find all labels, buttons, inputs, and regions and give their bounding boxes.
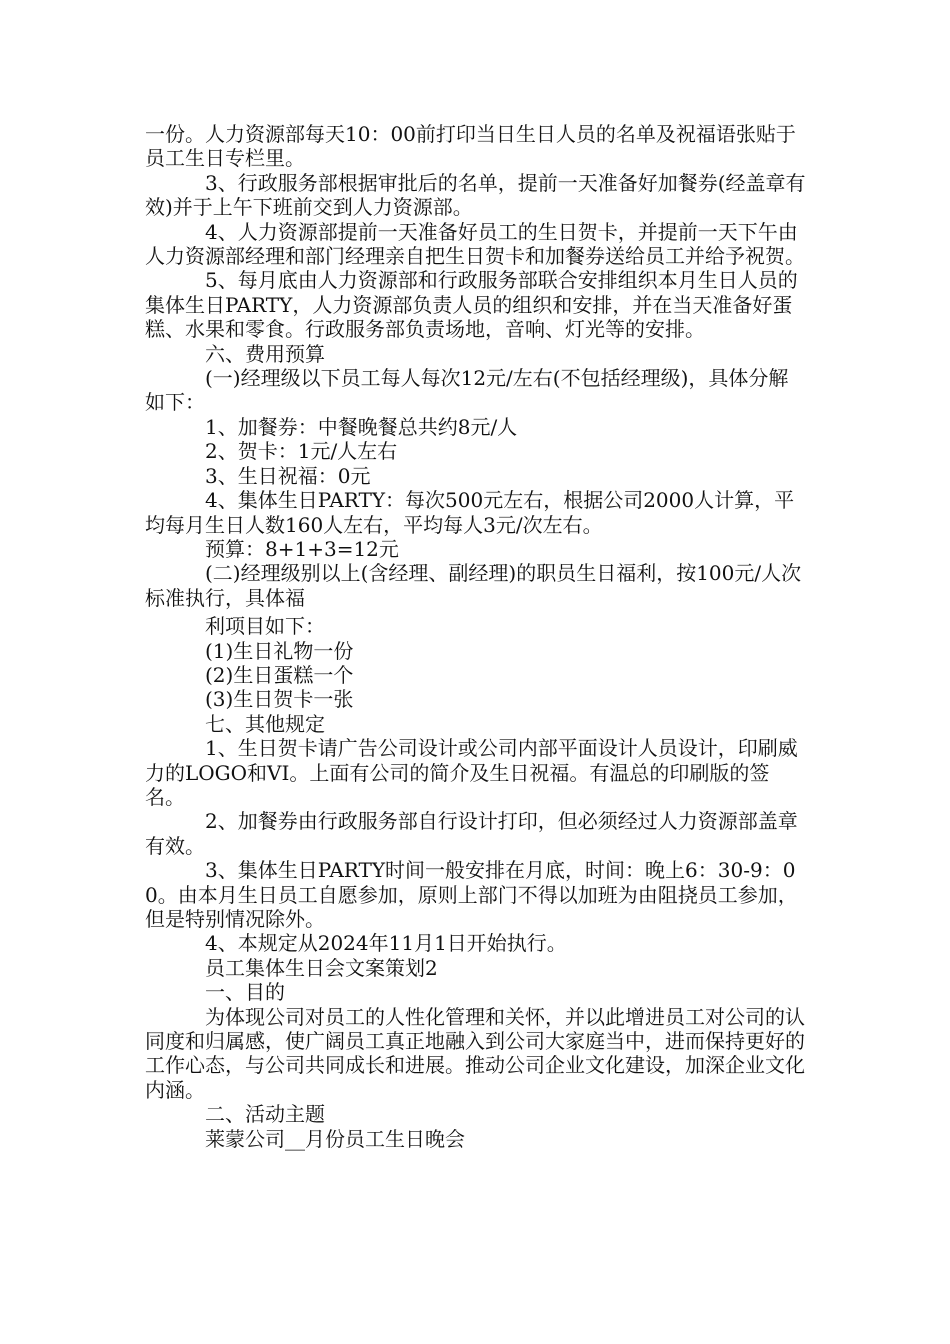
paragraph-item-4: 4、人力资源部提前一天准备好员工的生日贺卡，并提前一天下午由人力资源部经理和部门经理亲自把生日贺卡和加餐券送给员工并给予祝贺。 — [145, 219, 805, 269]
list-item: 1、生日贺卡请广告公司设计或公司内部平面设计人员设计，印刷威力的LOGO和VI。上面有公司的简介及生日祝福。有温总的印刷版的签名。 — [145, 736, 798, 809]
paragraph-budget-part-1: (一)经理级以下员工每人每次12元/左右(不包括经理级)，具体分解如下： — [145, 366, 789, 415]
paragraph-continuation: 一份。人力资源部每天10：00前打印当日生日人员的名单及祝福语张贴于员工生日专栏里。 — [145, 122, 796, 171]
document-subtitle: 员工集体生日会文案策划2 — [205, 955, 438, 980]
list-item: 3、生日祝福：0元 — [205, 463, 371, 488]
list-item: 4、集体生日PARTY：每次500元左右，根据公司2000人计算，平均每月生日人数160人左右，平均每人3元/次左右。 — [145, 488, 795, 537]
list-item: 2、加餐券由行政服务部自行设计打印，但必须经过人力资源部盖章有效。 — [145, 809, 798, 858]
budget-total: 预算：8+1+3=12元 — [205, 536, 399, 561]
paragraph-continuation: 利项目如下： — [205, 614, 325, 639]
paragraph-purpose: 为体现公司对员工的人性化管理和关怀，并以此增进员工对公司的认同度和归属感，使广阔员工真正地融入到公司大家庭当中，进而保持更好的工作心态，与公司共同成长和进展。推动公司企业文化建设，加深企业文化内涵。 — [145, 1004, 805, 1102]
list-item: 3、集体生日PARTY时间一般安排在月底，时间：晚上6：30-9：00。由本月生日员工自愿参加，原则上部门不得以加班为由阻挠员工参加，但是特别情况除外。 — [145, 858, 798, 931]
list-item: (2)生日蛋糕一个 — [205, 662, 354, 687]
paragraph-budget-part-2: (二)经理级别以上(含经理、副经理)的职员生日福利，按100元/人次标准执行，具体福 — [145, 561, 802, 610]
paragraph-theme: 莱蒙公司__月份员工生日晚会 — [205, 1126, 465, 1151]
document-body — [145, 122, 807, 1151]
list-item: 2、贺卡：1元/人左右 — [205, 439, 398, 464]
list-item: 4、本规定从2024年11月1日开始执行。 — [205, 931, 567, 956]
list-item: (1)生日礼物一份 — [205, 638, 354, 663]
section-heading-other-rules: 七、其他规定 — [205, 711, 325, 736]
section-heading-purpose: 一、目的 — [205, 980, 285, 1005]
section-heading-budget: 六、费用预算 — [205, 341, 325, 366]
list-item: 1、加餐券：中餐晚餐总共约8元/人 — [205, 414, 518, 439]
list-item: (3)生日贺卡一张 — [205, 687, 354, 712]
paragraph-item-3: 3、行政服务部根据审批后的名单，提前一天准备好加餐券(经盖章有效)并于上午下班前交到人力资源部。 — [145, 170, 806, 220]
paragraph-item-5: 5、每月底由人力资源部和行政服务部联合安排组织本月生日人员的集体生日PARTY，人力资源部负责人员的组织和安排，并在当天准备好蛋糕、水果和零食。行政服务部负责场地，音响、灯光等的安排。 — [145, 268, 798, 342]
section-heading-theme: 二、活动主题 — [205, 1102, 325, 1127]
